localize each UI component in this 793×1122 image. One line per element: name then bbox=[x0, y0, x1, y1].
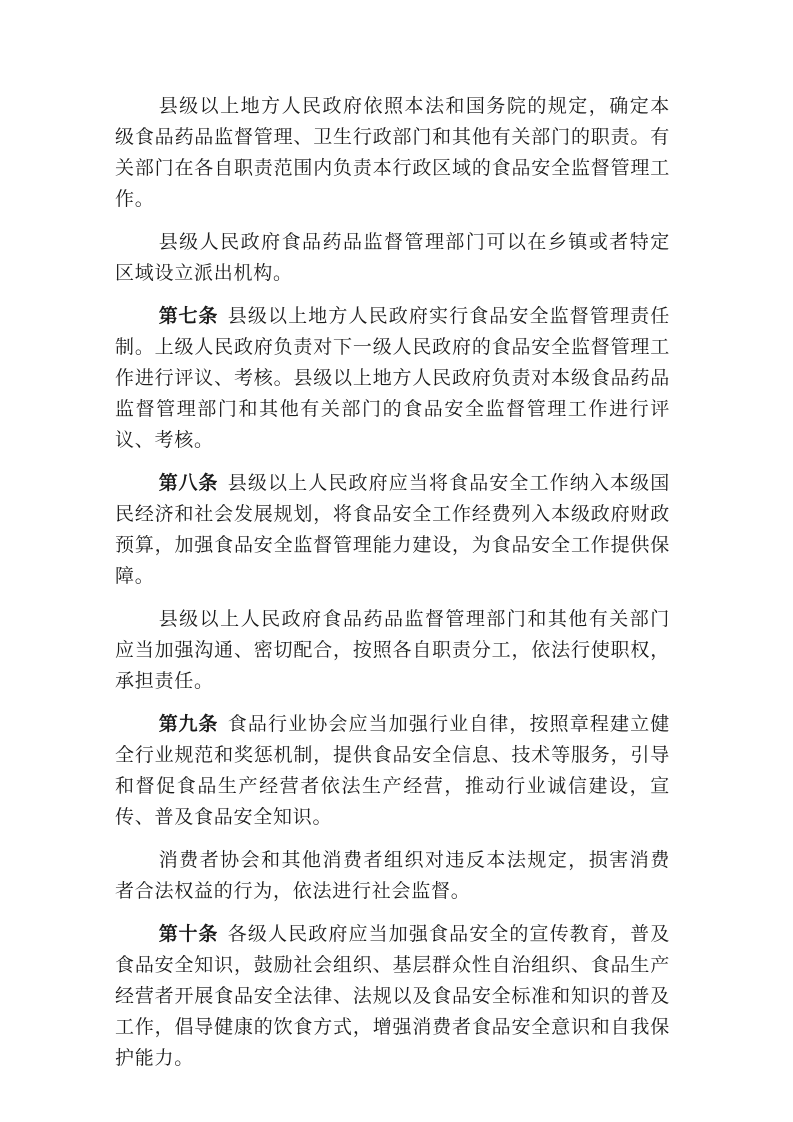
article-8 bbox=[115, 468, 670, 592]
paragraph-text: 县级人民政府食品药品监督管理部门可以在乡镇或者特定区域设立派出机构。 bbox=[115, 231, 670, 284]
article-heading: 第十条 bbox=[158, 923, 219, 945]
article-9 bbox=[115, 709, 670, 833]
paragraph bbox=[115, 227, 670, 289]
article-7 bbox=[115, 301, 670, 456]
article-10 bbox=[115, 919, 670, 1074]
article-heading: 第七条 bbox=[158, 305, 219, 327]
paragraph bbox=[115, 604, 670, 697]
paragraph-text: 县级以上人民政府食品药品监督管理部门和其他有关部门应当加强沟通、密切配合，按照各自职责分工，依法行使职权，承担责任。 bbox=[115, 608, 670, 692]
paragraph-text: 各级人民政府应当加强食品安全的宣传教育，普及食品安全知识，鼓励社会组织、基层群众性自治组织、食品生产经营者开展食品安全法律、法规以及食品安全标准和知识的普及工作，倡导健康的饮食方式，增强消费者食品安全意识和自我保护能力。 bbox=[115, 923, 670, 1069]
paragraph-text: 县级以上人民政府应当将食品安全工作纳入本级国民经济和社会发展规划，将食品安全工作经费列入本级政府财政预算，加强食品安全监督管理能力建设，为食品安全工作提供保障。 bbox=[115, 472, 670, 587]
article-heading: 第九条 bbox=[158, 713, 219, 735]
document-page bbox=[115, 91, 670, 1086]
paragraph-text: 消费者协会和其他消费者组织对违反本法规定，损害消费者合法权益的行为，依法进行社会监督。 bbox=[115, 849, 670, 902]
paragraph bbox=[115, 845, 670, 907]
paragraph-text: 县级以上地方人民政府依照本法和国务院的规定，确定本级食品药品监督管理、卫生行政部门和其他有关部门的职责。有关部门在各自职责范围内负责本行政区域的食品安全监督管理工作。 bbox=[115, 95, 670, 210]
paragraph-text: 县级以上地方人民政府实行食品安全监督管理责任制。上级人民政府负责对下一级人民政府的食品安全监督管理工作进行评议、考核。县级以上地方人民政府负责对本级食品药品监督管理部门和其他有关部门的食品安全监督管理工作进行评议、考核。 bbox=[115, 305, 670, 451]
paragraph bbox=[115, 91, 670, 215]
paragraph-text: 食品行业协会应当加强行业自律，按照章程建立健全行业规范和奖惩机制，提供食品安全信息、技术等服务，引导和督促食品生产经营者依法生产经营，推动行业诚信建设，宣传、普及食品安全知识。 bbox=[115, 713, 670, 828]
article-heading: 第八条 bbox=[158, 472, 219, 494]
